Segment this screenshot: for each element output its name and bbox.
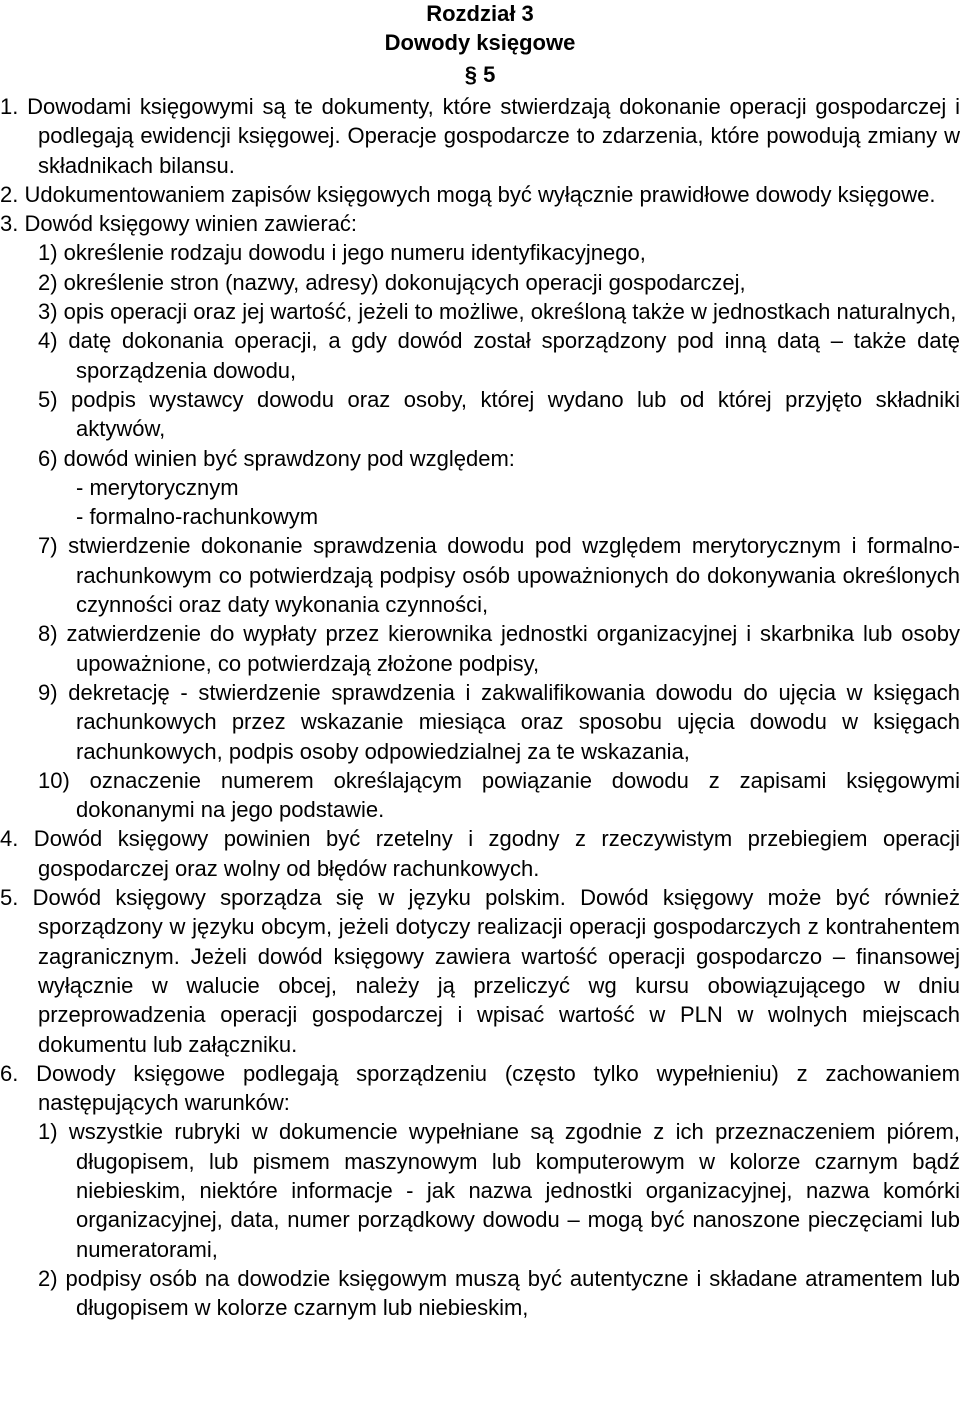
list-item: 9) dekretację - stwierdzenie sprawdzenia i zakwalifikowania dowodu do ujęcia w księgach rachunkowych przez wskazanie miesiąca oraz sposobu ujęcia dowodu w księgach rachunkowych, podpis osoby odpowiedzialnej za te wskazania, [38,679,960,764]
list-item: 6) dowód winien być sprawdzony pod względem: [38,445,515,471]
section-sign: § [464,62,477,87]
sub-list-item: - merytorycznym [76,474,239,500]
paragraph-1: 1. Dowodami księgowymi są te dokumenty, które stwierdzają dokonanie operacji gospodarczej i podlegają ewidencji księgowej. Operacje gospodarcze to zdarzenia, które powodują zmiany w składnikach bilansu. [0,94,960,178]
list-item: 7) stwierdzenie dokonanie sprawdzenia dowodu pod względem merytorycznym i formalno-rachunkowym co potwierdzają podpisy osób upoważnionych do dokonywania określonych czynności oraz daty wykonania czynności, [38,533,960,618]
list-item: 3) opis operacji oraz jej wartość, jeżeli to możliwe, określoną także w jednostkach naturalnych, [38,299,957,325]
list-item: 1) określenie rodzaju dowodu i jego numeru identyfikacyjnego, [38,240,646,266]
paragraph-5: 5. Dowód księgowy sporządza się w języku polskim. Dowód księgowy może być również sporządzony w języku obcym, jeżeli dotyczy realizacji operacji gospodarczych z kontrahentem zagranicznym. Jeżeli dowód księgowy zawiera wartość operacji gospodarczo – finansowej wyłącznie w walucie obcej, należy ją przeliczyć wg kursu obowiązującego w dniu przeprowadzenia operacji gospodarczej i wpisać wartość w PLN w wolnych miejscach dokumentu lub załączniku. [0,885,960,1057]
list-item: 1) wszystkie rubryki w dokumencie wypełniane są zgodnie z ich przeznaczeniem piórem, długopisem, lub pismem maszynowym lub komputerowym w kolorze czarnym bądź niebieskim, niektóre informacje - jak nazwa jednostki organizacyjnej, nazwa komórki organizacyjnej, data, numer porządkowy dowodu – mogą być nanoszone pieczęciami lub numeratorami, [38,1119,960,1262]
paragraph-2: 2. Udokumentowaniem zapisów księgowych mogą być wyłącznie prawidłowe dowody księgowe. [0,181,936,207]
list-item: 8) zatwierdzenie do wypłaty przez kierownika jednostki organizacyjnej i skarbnika lub osoby upoważnione, co potwierdzają złożone podpisy, [38,621,960,676]
section-number: 5 [483,62,496,87]
sub-list-item: - formalno-rachunkowym [76,504,319,530]
list-item: 4) datę dokonania operacji, a gdy dowód został sporządzony pod inną datą – także datę sporządzenia dowodu, [38,328,960,383]
list-item: 2) określenie stron (nazwy, adresy) dokonujących operacji gospodarczej, [38,269,746,295]
paragraph-6-intro: 6. Dowody księgowe podlegają sporządzeniu (często tylko wypełnieniu) z zachowaniem następujących warunków: [0,1060,960,1116]
chapter-heading: Rozdział 3 [426,1,534,26]
list-item: 10) oznaczenie numerem określającym powiązanie dowodu z zapisami księgowymi dokonanymi na jego podstawie. [38,767,960,823]
list-item: 2) podpisy osób na dowodzie księgowym muszą być autentyczne i składane atramentem lub długopisem w kolorze czarnym lub niebieskim, [38,1265,960,1321]
list-item: 5) podpis wystawcy dowodu oraz osoby, której wydano lub od której przyjęto składniki aktywów, [38,386,960,442]
paragraph-4: 4. Dowód księgowy powinien być rzetelny i zgodny z rzeczywistym przebiegiem operacji gospodarczej oraz wolny od błędów rachunkowych. [0,826,960,881]
section-heading [0,58,960,92]
paragraph-3-intro: 3. Dowód księgowy winien zawierać: [0,211,358,237]
chapter-title: Dowody księgowe [384,30,576,55]
